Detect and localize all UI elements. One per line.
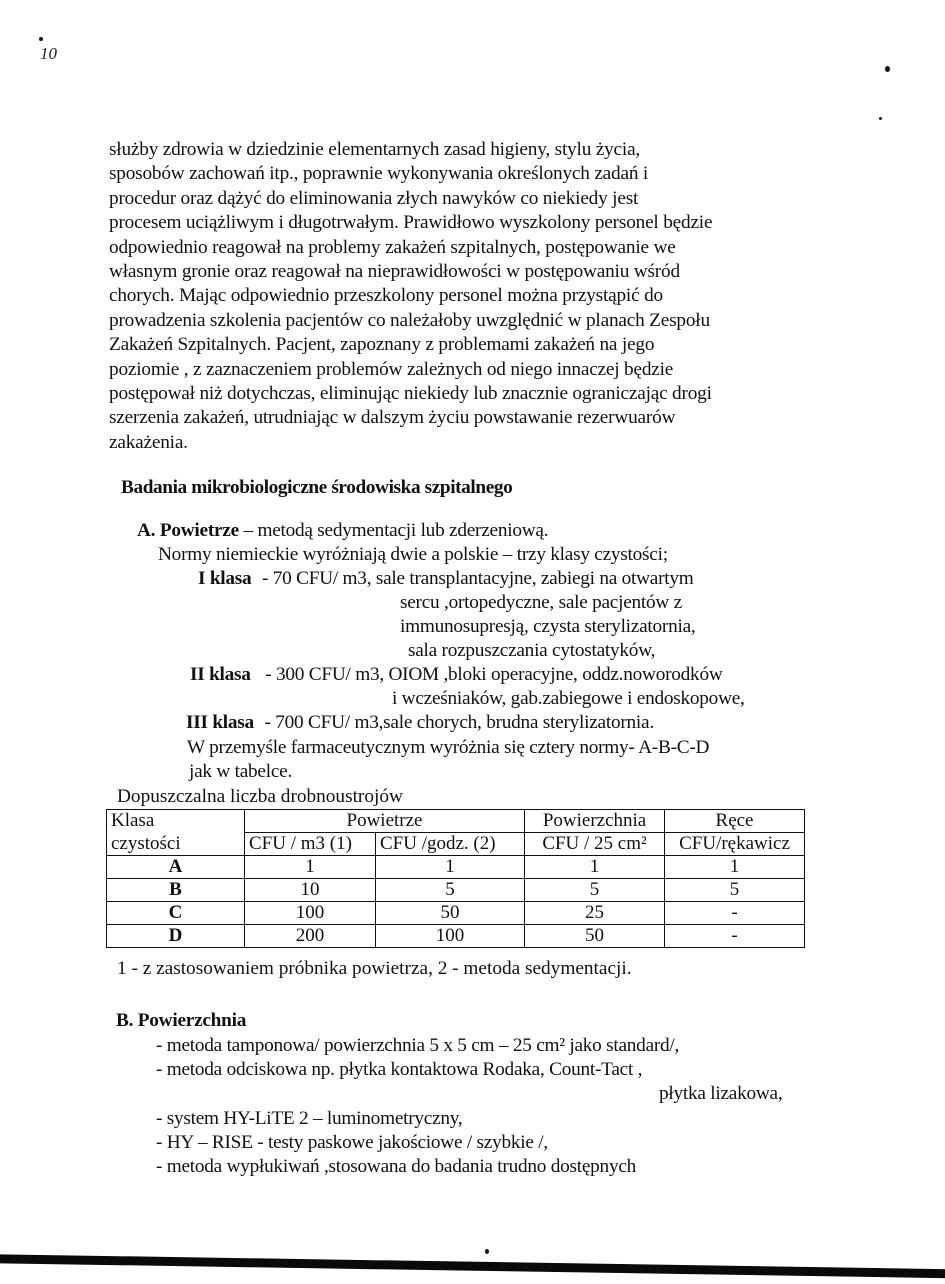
class-i-label: I klasa — [198, 568, 252, 589]
header-cfu-hour-cell: CFU /godz. (2) — [376, 833, 525, 856]
class-ii-text: - 300 CFU/ m3, OIOM ,bloki operacyjne, oddz.noworodków — [265, 664, 723, 685]
class-i-continuation: immunosupresją, czysta sterylizatornia, — [400, 616, 696, 637]
norms-table — [106, 809, 805, 948]
table-row — [107, 856, 805, 879]
class-ii-label: II klasa — [190, 664, 251, 685]
header-air-cell: Powietrze — [245, 810, 525, 833]
class-cell: D — [107, 925, 245, 948]
paragraph-line: postępował niż dotychczas, eliminując niekiedy lub znacznie ograniczając drogi — [109, 383, 712, 405]
section-b-item: - system HY-LiTE 2 – luminometryczny, — [156, 1108, 463, 1129]
section-b-item-continuation: płytka lizakowa, — [659, 1083, 783, 1104]
header-hands-cell: Ręce — [665, 810, 805, 833]
page-number: 10 — [40, 44, 57, 63]
paragraph-line: chorych. Mając odpowiednio przeszkolony personel można przystąpić do — [109, 285, 663, 307]
paragraph-line: Zakażeń Szpitalnych. Pacjent, zapoznany z problemami zakażeń na jego — [109, 334, 655, 356]
cfu-m3-cell: 10 — [245, 879, 376, 902]
section-a-intro: – metodą sedymentacji lub zderzeniową. — [238, 520, 549, 541]
section-a-label: A. Powietrze — [137, 520, 239, 541]
paragraph-line: własnym gronie oraz reagował na nieprawidłowości w postępowaniu wśród — [109, 261, 680, 283]
class-i-line — [198, 568, 694, 590]
cfu-hour-cell: 1 — [376, 856, 525, 879]
surface-cell: 5 — [525, 879, 665, 902]
class-ii-continuation: i wcześniaków, gab.zabiegowe i endoskopowe, — [392, 688, 745, 709]
header-surface-cfu-cell: CFU / 25 cm² — [525, 833, 665, 856]
header-cfu-m3-cell: CFU / m3 (1) — [245, 833, 376, 856]
hands-cell: - — [665, 902, 805, 925]
section-b-label: B. Powierzchnia — [116, 1010, 247, 1031]
section-b-item: - metoda odciskowa np. płytka kontaktowa Rodaka, Count-Tact , — [156, 1059, 643, 1080]
surface-cell: 50 — [525, 925, 665, 948]
class-cell: A — [107, 856, 245, 879]
paragraph-line: sposobów zachowań itp., poprawnie wykonywania określonych zadań i — [109, 163, 649, 185]
class-iii-text: - 700 CFU/ m3,sale chorych, brudna sterylizatornia. — [264, 712, 654, 733]
paragraph-line: prowadzenia szkolenia pacjentów co należałoby uwzględnić w planach Zespołu — [109, 309, 710, 331]
section-b-item: - metoda wypłukiwań ,stosowana do badania trudno dostępnych — [156, 1156, 637, 1177]
cfu-hour-cell: 5 — [376, 879, 525, 902]
paragraph-line: służby zdrowia w dziedzinie elementarnych zasad higieny, stylu życia, — [109, 139, 641, 160]
class-iii-label: III klasa — [186, 712, 254, 733]
table-subheader-row — [107, 833, 805, 856]
hands-cell: 5 — [665, 879, 805, 902]
section-a-title — [137, 520, 548, 542]
header-class-cell: Klasa — [107, 810, 245, 833]
class-i-continuation: sala rozpuszczania cytostatyków, — [408, 640, 656, 661]
section-heading: Badania mikrobiologiczne środowiska szpitalnego — [121, 477, 513, 498]
scan-speck — [885, 66, 890, 72]
hands-cell: 1 — [665, 856, 805, 879]
paragraph-line: procesem uciążliwym i długotrwałym. Prawidłowo wyszkolony personel będzie — [109, 212, 713, 234]
scan-speck — [485, 1249, 489, 1254]
class-ii-line — [190, 664, 723, 686]
paragraph-line: poziomie , z zaznaczeniem problemów zależnych od niego innaczej będzie — [109, 358, 674, 380]
class-iii-line — [186, 712, 654, 734]
cfu-hour-cell: 100 — [376, 925, 525, 948]
scan-speck — [879, 117, 882, 120]
pharma-line-2: jak w tabelce. — [189, 761, 293, 782]
class-i-continuation: sercu ,ortopedyczne, sale pacjentów z — [400, 592, 682, 613]
hands-cell: - — [665, 925, 805, 948]
table-footnote: 1 - z zastosowaniem próbnika powietrza, 2 - metoda sedymentacji. — [117, 958, 632, 979]
surface-cell: 25 — [525, 902, 665, 925]
paragraph-line: procedur oraz dążyć do eliminowania złych nawyków co niekiedy jest — [109, 187, 639, 209]
paragraph-line: szerzenia zakażeń, utrudniając w dalszym życiu powstawanie rezerwuarów — [109, 407, 676, 429]
table-caption: Dopuszczalna liczba drobnoustrojów — [117, 786, 403, 807]
header-class-cell-2: czystości — [107, 833, 245, 856]
norms-line: Normy niemieckie wyróżniają dwie a polskie – trzy klasy czystości; — [158, 544, 668, 565]
cfu-m3-cell: 1 — [245, 856, 376, 879]
table-row — [107, 902, 805, 925]
table-row — [107, 925, 805, 948]
class-cell: B — [107, 879, 245, 902]
pharma-line: W przemyśle farmaceutycznym wyróżnia się cztery normy- A-B-C-D — [187, 737, 710, 758]
cfu-hour-cell: 50 — [376, 902, 525, 925]
header-surface-cell: Powierzchnia — [525, 810, 665, 833]
section-b-item: - metoda tamponowa/ powierzchnia 5 x 5 cm – 25 cm² jako standard/, — [156, 1035, 680, 1056]
cfu-m3-cell: 200 — [245, 925, 376, 948]
cfu-m3-cell: 100 — [245, 902, 376, 925]
section-b-item: - HY – RISE - testy paskowe jakościowe / szybkie /, — [156, 1132, 548, 1153]
class-cell: C — [107, 902, 245, 925]
table-header-row — [107, 810, 805, 833]
scan-speck — [39, 37, 43, 41]
class-i-text: - 70 CFU/ m3, sale transplantacyjne, zabiegi na otwartym — [262, 568, 694, 589]
scan-edge-bar — [0, 1254, 945, 1279]
header-hands-cfu-cell: CFU/rękawicz — [665, 833, 805, 856]
surface-cell: 1 — [525, 856, 665, 879]
intro-paragraph — [109, 138, 829, 455]
paragraph-line: zakażenia. — [109, 431, 188, 453]
paragraph-line: odpowiednio reagował na problemy zakażeń szpitalnych, postępowanie we — [109, 236, 676, 258]
table-row — [107, 879, 805, 902]
